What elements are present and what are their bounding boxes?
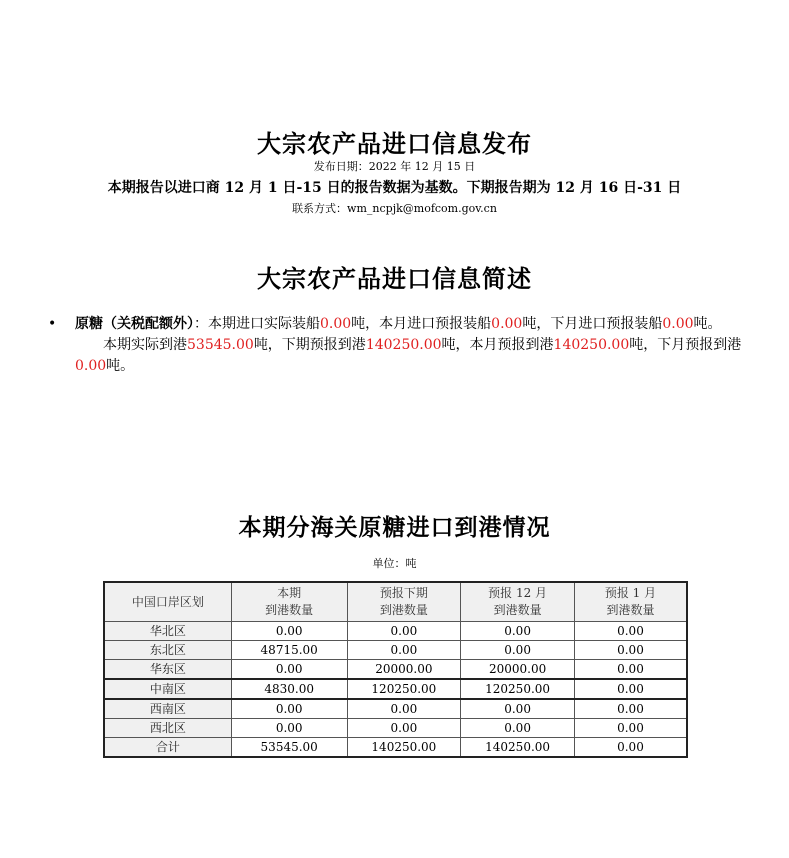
month-forecast-arrival-value: 140250.00 [553,337,630,353]
table-cell: 0.00 [461,699,575,719]
table-cell: 140250.00 [347,738,461,758]
table-cell: 0.00 [347,699,461,719]
actual-arrival-value: 53545.00 [187,337,254,353]
table-cell: 华北区 [104,622,231,641]
report-basis: 本期报告以进口商 12 月 1 日-15 日的报告数据为基数。下期报告期为 12 月 16 日-31 日 [107,180,682,196]
table-cell: 20000.00 [347,660,461,680]
table-cell: 华东区 [104,660,231,680]
table-header-row [104,582,687,622]
summary-text: ：本期进口实际装船 [194,316,320,332]
column-header: 中国口岸区划 [104,582,231,622]
table-cell: 0.00 [461,622,575,641]
table-cell: 0.00 [574,738,687,758]
bullet-icon: • [48,316,57,332]
unit-label: 单位：吨 [372,557,417,570]
table-cell: 西南区 [104,699,231,719]
table-cell: 0.00 [231,719,347,738]
next-month-forecast-arrival-value: 0.00 [75,358,107,374]
table-cell: 53545.00 [231,738,347,758]
table-cell: 0.00 [461,641,575,660]
table-cell: 0.00 [231,622,347,641]
column-header: 预报下期 到港数量 [347,582,461,622]
next-period-forecast-arrival-value: 140250.00 [365,337,442,353]
column-header: 预报 1 月 到港数量 [574,582,687,622]
column-header: 本期 到港数量 [231,582,347,622]
summary-text: 吨，下月进口预报装船 [522,316,663,332]
summary-text: 吨，下期预报到港 [253,337,366,353]
table-row-total [104,738,687,758]
table-row [104,660,687,680]
publish-date: 发布日期：2022 年 12 月 15 日 [313,160,476,173]
table-cell: 0.00 [574,679,687,699]
summary-text: 吨。 [106,358,135,374]
table-cell: 0.00 [574,660,687,680]
item-label: 原糖（关税配额外） [75,316,194,332]
table-cell: 0.00 [231,660,347,680]
table-cell: 0.00 [347,622,461,641]
contact-info: 联系方式：wm_ncpjk@mofcom.gov.cn [292,202,497,215]
table-cell: 120250.00 [461,679,575,699]
summary-title: 大宗农产品进口信息简述 [257,265,532,293]
table-cell: 0.00 [231,699,347,719]
table-cell: 140250.00 [461,738,575,758]
table-cell: 120250.00 [347,679,461,699]
table-cell: 0.00 [574,622,687,641]
summary-text: 吨，本月预报到港 [441,337,554,353]
page-title: 大宗农产品进口信息发布 [257,130,532,158]
table-cell: 合计 [104,738,231,758]
table-row [104,679,687,699]
summary-section [48,314,748,377]
actual-shipment-value: 0.00 [320,316,352,332]
month-forecast-shipment-value: 0.00 [491,316,523,332]
table-row [104,622,687,641]
table-cell: 48715.00 [231,641,347,660]
table-cell: 0.00 [347,719,461,738]
summary-text: 吨。 [693,316,722,332]
summary-text: 本期实际到港 [103,337,187,353]
table-row [104,719,687,738]
column-header: 预报 12 月 到港数量 [461,582,575,622]
table-cell: 东北区 [104,641,231,660]
table-cell: 0.00 [461,719,575,738]
table-cell: 0.00 [574,641,687,660]
summary-text: 吨，本月进口预报装船 [351,316,492,332]
summary-item [75,314,748,377]
table-cell: 0.00 [574,719,687,738]
next-month-forecast-shipment-value: 0.00 [662,316,694,332]
table-cell: 0.00 [347,641,461,660]
summary-text: 吨，下月预报到港 [629,337,742,353]
table-cell: 0.00 [574,699,687,719]
port-arrival-table [103,581,688,758]
table-cell: 西北区 [104,719,231,738]
table-row [104,641,687,660]
table-cell: 4830.00 [231,679,347,699]
table-title: 本期分海关原糖进口到港情况 [238,515,551,541]
table-cell: 中南区 [104,679,231,699]
table-cell: 20000.00 [461,660,575,680]
table-row [104,699,687,719]
